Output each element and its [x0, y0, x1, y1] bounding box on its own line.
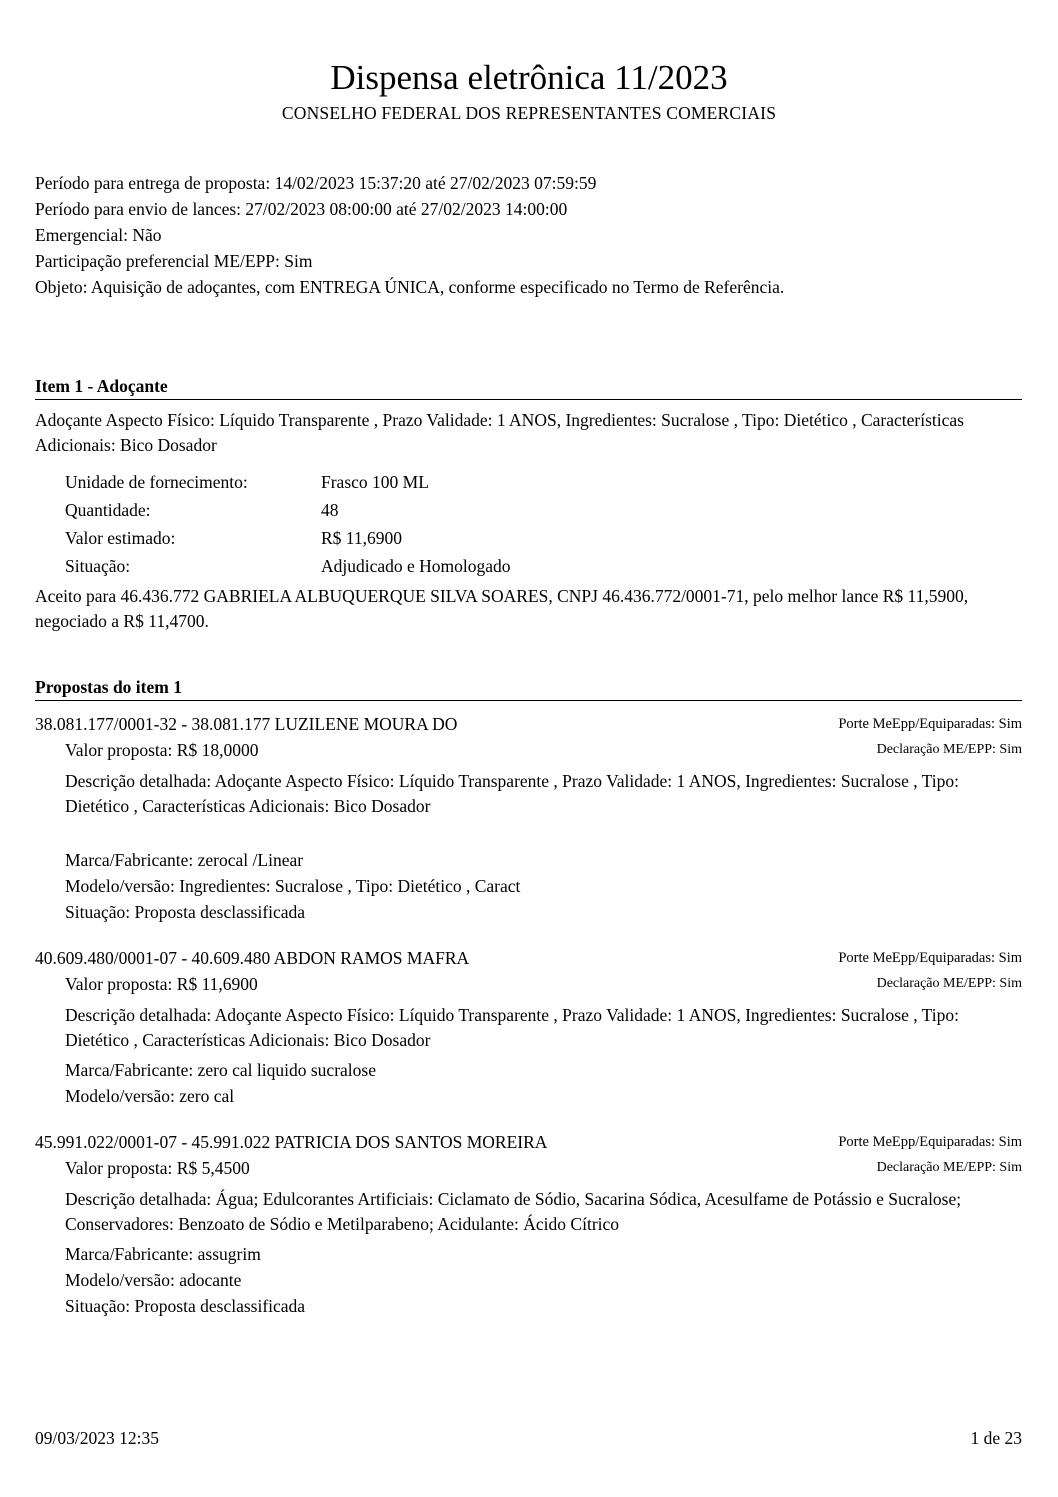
proposal-model: Modelo/versão: zero cal	[65, 1086, 235, 1106]
proposal-brand: Marca/Fabricante: zerocal /Linear	[65, 850, 304, 870]
proposal-supplier: 40.609.480/0001-07 - 40.609.480 ABDON RAMOS MAFRA	[35, 948, 470, 968]
page-subtitle: CONSELHO FEDERAL DOS REPRESENTANTES COMERCIAIS	[281, 103, 777, 123]
item-section	[35, 375, 1022, 634]
item-field-row	[65, 552, 1022, 580]
proposal-status: Situação: Proposta desclassificada	[65, 1296, 306, 1316]
item-field-value: 48	[321, 500, 339, 520]
proposal-header	[35, 711, 1022, 737]
footer-datetime: 09/03/2023 12:35	[35, 1428, 159, 1448]
proposal-model: Modelo/versão: adocante	[65, 1270, 242, 1290]
proposal-brand: Marca/Fabricante: assugrim	[65, 1244, 261, 1264]
item-field-row	[65, 496, 1022, 524]
proposal-header	[35, 1129, 1022, 1155]
item-field-label: Valor estimado:	[65, 528, 176, 548]
item-title: Item 1 - Adoçante	[35, 375, 1022, 400]
proposal-description: Descrição detalhada: Adoçante Aspecto Físico: Líquido Transparente , Prazo Validade: 1 ANOS, Ingredientes: Sucralose , Tipo: Dietético , Características Adicionais: Bico Dosador	[65, 771, 959, 816]
page-footer	[35, 1425, 1022, 1451]
item-field-value: Frasco 100 ML	[321, 472, 429, 492]
proposal-declaracao: Declaração ME/EPP: Sim	[876, 976, 1022, 991]
item-field-value: R$ 11,6900	[321, 528, 403, 548]
proposal-value: Valor proposta: R$ 11,6900	[65, 974, 258, 994]
proposal-status: Situação: Proposta desclassificada	[65, 902, 306, 922]
item-field-row	[65, 524, 1022, 552]
proposal-value-row	[35, 1155, 1022, 1181]
proposals-section	[35, 676, 1022, 1319]
proposal-porte: Porte MeEpp/Equiparadas: Sim	[838, 950, 1022, 966]
info-block	[35, 170, 1022, 300]
info-line-bid-period: Período para envio de lances: 27/02/2023 08:00:00 até 27/02/2023 14:00:00	[35, 199, 568, 219]
item-field-row	[65, 468, 1022, 496]
proposal-supplier: 45.991.022/0001-07 - 45.991.022 PATRICIA DOS SANTOS MOREIRA	[35, 1132, 548, 1152]
proposal-value: Valor proposta: R$ 18,0000	[65, 740, 259, 760]
item-fields	[35, 468, 1022, 580]
proposal-entry	[35, 1129, 1022, 1319]
proposal-header	[35, 945, 1022, 971]
info-line-proposal-period: Período para entrega de proposta: 14/02/2023 15:37:20 até 27/02/2023 07:59:59	[35, 173, 597, 193]
item-accepted-text: Aceito para 46.436.772 GABRIELA ALBUQUERQUE SILVA SOARES, CNPJ 46.436.772/0001-71, pelo melhor lance R$ 11,5900, negociado a R$ 11,4700.	[35, 586, 969, 631]
info-line-me-epp: Participação preferencial ME/EPP: Sim	[35, 251, 313, 271]
item-field-label: Unidade de fornecimento:	[65, 472, 248, 492]
proposal-value: Valor proposta: R$ 5,4500	[65, 1158, 250, 1178]
info-line-emergency: Emergencial: Não	[35, 225, 162, 245]
proposal-description: Descrição detalhada: Água; Edulcorantes Artificiais: Ciclamato de Sódio, Sacarina Sódica, Acesulfame de Potássio e Sucralose; Conservadores: Benzoato de Sódio e Metilparabeno; Acidulante: Ácido Cítrico	[65, 1189, 962, 1234]
proposal-entry	[35, 711, 1022, 925]
proposal-entry	[35, 945, 1022, 1109]
proposal-description: Descrição detalhada: Adoçante Aspecto Físico: Líquido Transparente , Prazo Validade: 1 ANOS, Ingredientes: Sucralose , Tipo: Dietético , Características Adicionais: Bico Dosador	[65, 1005, 959, 1050]
proposal-value-row	[35, 971, 1022, 997]
proposal-declaracao: Declaração ME/EPP: Sim	[876, 1160, 1022, 1175]
item-field-label: Quantidade:	[65, 500, 151, 520]
info-line-object: Objeto: Aquisição de adoçantes, com ENTREGA ÚNICA, conforme especificado no Termo de Referência.	[35, 277, 785, 297]
proposal-brand: Marca/Fabricante: zero cal liquido sucralose	[65, 1060, 376, 1080]
footer-page-number: 1 de 23	[970, 1428, 1022, 1448]
proposal-declaracao: Declaração ME/EPP: Sim	[876, 742, 1022, 757]
proposal-model: Modelo/versão: Ingredientes: Sucralose , Tipo: Dietético , Caract	[65, 876, 521, 896]
proposal-supplier: 38.081.177/0001-32 - 38.081.177 LUZILENE MOURA DO	[35, 714, 458, 734]
item-field-label: Situação:	[65, 556, 131, 576]
proposal-porte: Porte MeEpp/Equiparadas: Sim	[838, 716, 1022, 732]
proposals-title: Propostas do item 1	[35, 676, 1022, 701]
proposal-porte: Porte MeEpp/Equiparadas: Sim	[838, 1134, 1022, 1150]
page-title: Dispensa eletrônica 11/2023	[330, 58, 728, 97]
item-description: Adoçante Aspecto Físico: Líquido Transparente , Prazo Validade: 1 ANOS, Ingredientes: Sucralose , Tipo: Dietético , Características Adicionais: Bico Dosador	[35, 410, 964, 455]
item-field-value: Adjudicado e Homologado	[321, 556, 511, 576]
proposal-value-row	[35, 737, 1022, 763]
